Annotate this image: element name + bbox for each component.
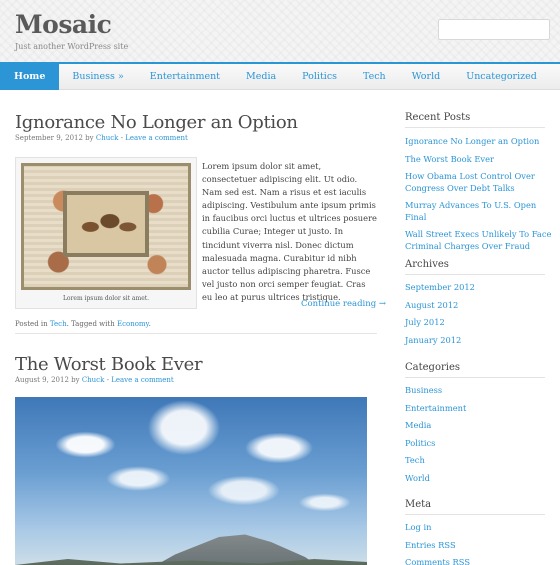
category-item-tech[interactable]: Tech [405,455,425,465]
meta-separator: - [104,376,112,384]
site-header [0,0,560,62]
archive-link[interactable]: August 2012 [405,299,459,310]
widget-rule [405,377,545,378]
widget-title-archives: Archives [405,259,449,270]
post-by: by [85,134,94,142]
post-title[interactable]: The Worst Book Ever [15,354,203,375]
category-item-world[interactable]: World [405,472,430,483]
category-item-media[interactable]: Media [405,420,432,430]
recent-post-link[interactable]: Ignorance No Longer an Option [405,136,540,146]
meta-list [405,522,555,565]
post-author-link[interactable]: Chuck [81,376,105,384]
nav-item-media[interactable]: Media [246,71,277,82]
landscape-image[interactable] [15,397,367,565]
nav-item-world[interactable]: World [411,71,441,82]
meta-separator: - [118,134,126,142]
recent-posts-list [405,136,555,258]
post-meta [15,376,174,384]
post-excerpt: Lorem ipsum dolor sit amet, consectetuer adipiscing elit. Ut odio. Nam sed est. Nam a risus et est iaculis adipiscing. Vestibulum ante ipsum primis in faucibus orci luctus et ultrices posuere cubilia Curae; Integer ut justo. In tincidunt viverra nisl. Donec dictum malesuada magna. Curabitur id nibh auctor tellus adipiscing pharetra. Fusce vel justo non orci semper feugiat. Cras eu leo at purus ultrices tristique. [202,161,377,302]
widget-title-categories: Categories [405,362,460,373]
nav-item-business[interactable]: Business » [72,71,124,82]
search-input[interactable] [438,19,550,40]
post-date: September 9, 2012 [15,134,83,142]
nav-item-entertainment[interactable]: Entertainment [149,71,221,82]
meta-link-entries-rss[interactable]: Entries RSS [405,539,456,550]
archive-link[interactable]: January 2012 [405,334,462,345]
leave-comment-link[interactable]: Leave a comment [111,376,174,384]
tag-link[interactable]: Economy [116,320,149,328]
continue-reading-link[interactable]: Continue reading → [301,299,386,309]
mosaic-center-panel [63,191,149,257]
archive-link[interactable]: July 2012 [405,317,445,327]
nav-item-tech[interactable]: Tech [363,71,386,82]
post-divider [15,333,377,334]
category-item-business[interactable]: Business [405,385,443,395]
site-title[interactable]: Mosaic [15,10,112,39]
nav-item-uncategorized[interactable]: Uncategorized [466,71,537,82]
posted-in-label: Posted in [15,320,48,328]
nav-item-politics[interactable]: Politics [302,71,338,82]
category-item-politics[interactable]: Politics [405,437,436,448]
widget-rule [405,514,545,515]
widget-rule [405,127,545,128]
post-author-link[interactable]: Chuck [95,134,119,142]
post-footer [15,320,151,328]
widget-title-recent-posts: Recent Posts [405,112,471,123]
categories-list [405,385,555,490]
post-by: by [71,376,80,384]
archive-link[interactable]: September 2012 [405,282,475,292]
category-item-entertainment[interactable]: Entertainment [405,402,467,413]
main-nav [0,62,560,90]
recent-post-link[interactable]: Wall Street Execs Unlikely To Face Criminal Charges Over Fraud [405,229,552,251]
leave-comment-link[interactable]: Leave a comment [125,134,188,142]
mountain-shape [135,527,335,565]
archives-list [405,282,555,352]
post-title[interactable]: Ignorance No Longer an Option [15,112,298,133]
post-meta [15,134,188,142]
recent-post-link[interactable]: How Obama Lost Control Over Congress Over Debt Talks [405,171,535,193]
post-date: August 9, 2012 [15,376,69,384]
category-link[interactable]: Tech [49,320,67,328]
widget-rule [405,274,545,275]
nav-item-home[interactable]: Home [0,64,59,90]
recent-post-link[interactable]: The Worst Book Ever [405,153,494,164]
figure-caption: Lorem ipsum dolor sit amet. [62,295,150,302]
meta-link-login[interactable]: Log in [405,522,432,532]
site-description: Just another WordPress site [15,42,129,51]
widget-title-meta: Meta [405,499,432,510]
footer-period: . [148,320,151,328]
recent-post-link[interactable]: Murray Advances To U.S. Open Final [405,200,537,222]
mosaic-image[interactable] [21,163,191,290]
tagged-with-label: . Tagged with [66,320,115,328]
meta-link-comments-rss[interactable]: Comments RSS [405,557,471,565]
post-figure [15,157,197,309]
